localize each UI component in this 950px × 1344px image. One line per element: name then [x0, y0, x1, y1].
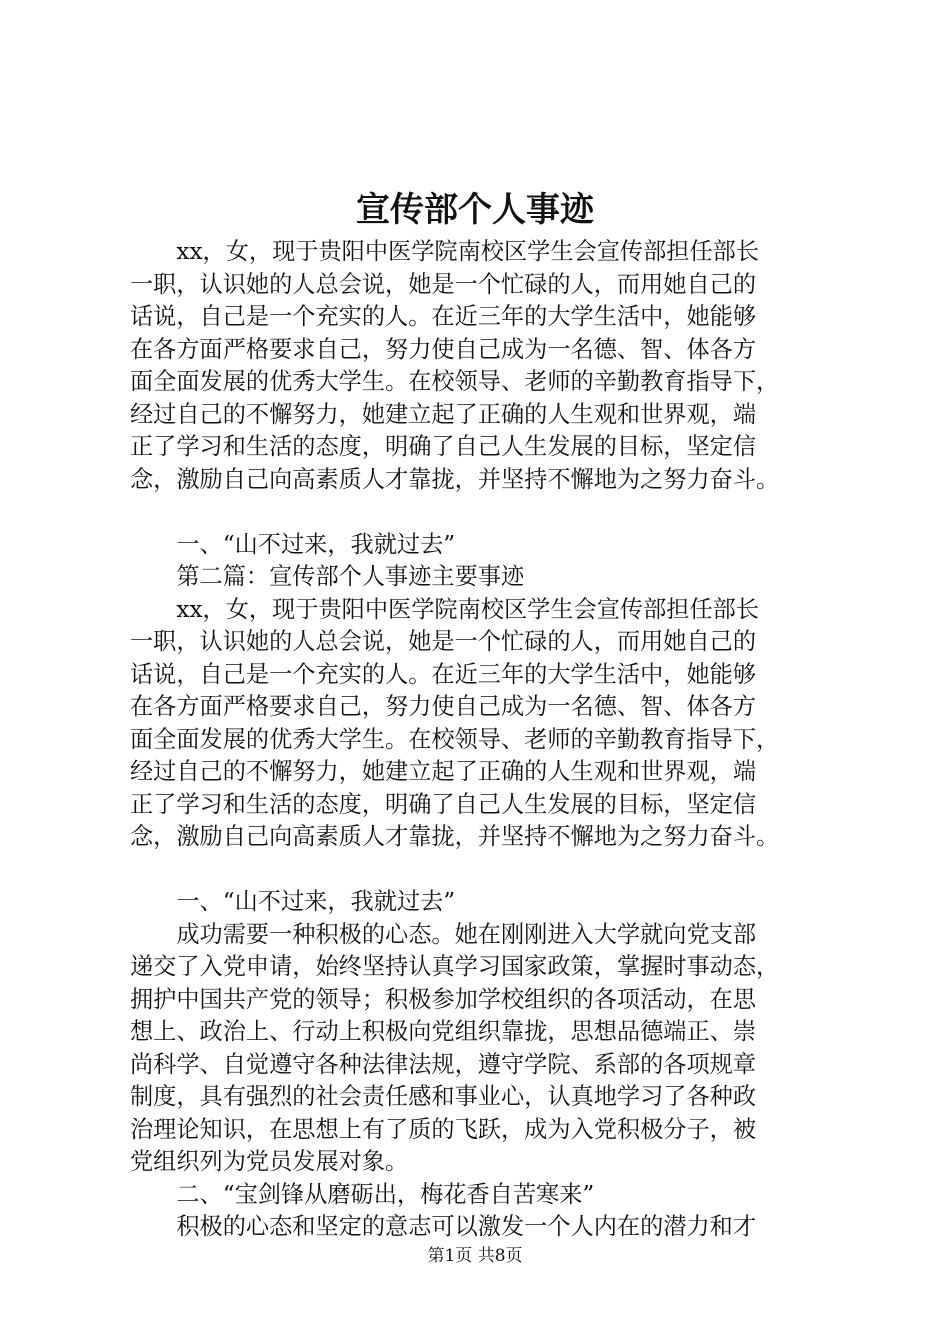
paragraph-gap [130, 496, 820, 529]
body-line: 制度，具有强烈的社会责任感和事业心，认真地学习了各种政 [130, 1083, 757, 1110]
body-line: 正了学习和生活的态度，明确了自己人生发展的目标，坚定信 [130, 433, 757, 460]
body-line: 成功需要一种积极的心态。她在刚刚进入大学就向党支部 [130, 920, 757, 948]
document-body [130, 236, 820, 1244]
section-heading: 第二篇：宣传部个人事迹主要事迹 [130, 563, 525, 590]
section-heading: 二、“宝剑锋从磨砺出，梅花香自苦寒来” [130, 1180, 595, 1208]
body-line: 正了学习和生活的态度，明确了自己人生发展的目标，坚定信 [130, 790, 757, 818]
body-line: 尚科学、自觉遵守各种法律法规，遵守学院、系部的各项规章 [130, 1050, 757, 1078]
body-line: xx，女，现于贵阳中医学院南校区学生会宣传部担任部长 [130, 595, 760, 623]
body-line: 积极的心态和坚定的意志可以激发一个人内在的潜力和才 [130, 1213, 757, 1240]
body-line: 一职，认识她的人总会说，她是一个忙碌的人，而用她自己的 [130, 270, 757, 298]
page-title: 宣传部个人事迹 [356, 190, 594, 230]
body-line: 拥护中国共产党的领导；积极参加学校组织的各项活动，在思 [130, 985, 757, 1013]
body-line: 经过自己的不懈努力，她建立起了正确的人生观和世界观，端 [130, 400, 757, 428]
body-line: 党组织列为党员发展对象。 [130, 1148, 409, 1175]
body-line: xx，女，现于贵阳中医学院南校区学生会宣传部担任部长 [130, 238, 760, 265]
body-line: 念，激励自己向高素质人才靠拢，并坚持不懈地为之努力奋斗。 [130, 823, 780, 850]
body-line: 治理论知识，在思想上有了质的飞跃，成为入党积极分子，被 [130, 1115, 757, 1143]
body-line: 话说，自己是一个充实的人。在近三年的大学生活中，她能够 [130, 660, 757, 688]
section-heading: 一、“山不过来，我就过去” [130, 530, 456, 558]
body-line: 在各方面严格要求自己，努力使自己成为一名德、智、体各方 [130, 693, 757, 720]
body-line: 经过自己的不懈努力，她建立起了正确的人生观和世界观，端 [130, 758, 757, 785]
body-line: 面全面发展的优秀大学生。在校领导、老师的辛勤教育指导下， [130, 368, 780, 395]
body-line: 念，激励自己向高素质人才靠拢，并坚持不懈地为之努力奋斗。 [130, 465, 780, 493]
body-line: 递交了入党申请，始终坚持认真学习国家政策，掌握时事动态， [130, 953, 780, 980]
paragraph-gap [130, 854, 820, 887]
section-heading: 一、“山不过来，我就过去” [130, 888, 456, 915]
body-line: 话说，自己是一个充实的人。在近三年的大学生活中，她能够 [130, 303, 757, 330]
body-line: 面全面发展的优秀大学生。在校领导、老师的辛勤教育指导下， [130, 725, 780, 753]
body-line: 在各方面严格要求自己，努力使自己成为一名德、智、体各方 [130, 335, 757, 363]
body-line: 想上、政治上、行动上积极向党组织靠拢，思想品德端正、崇 [130, 1018, 757, 1045]
page-footer: 第1页 共8页 [427, 1246, 523, 1266]
body-line: 一职，认识她的人总会说，她是一个忙碌的人，而用她自己的 [130, 628, 757, 655]
